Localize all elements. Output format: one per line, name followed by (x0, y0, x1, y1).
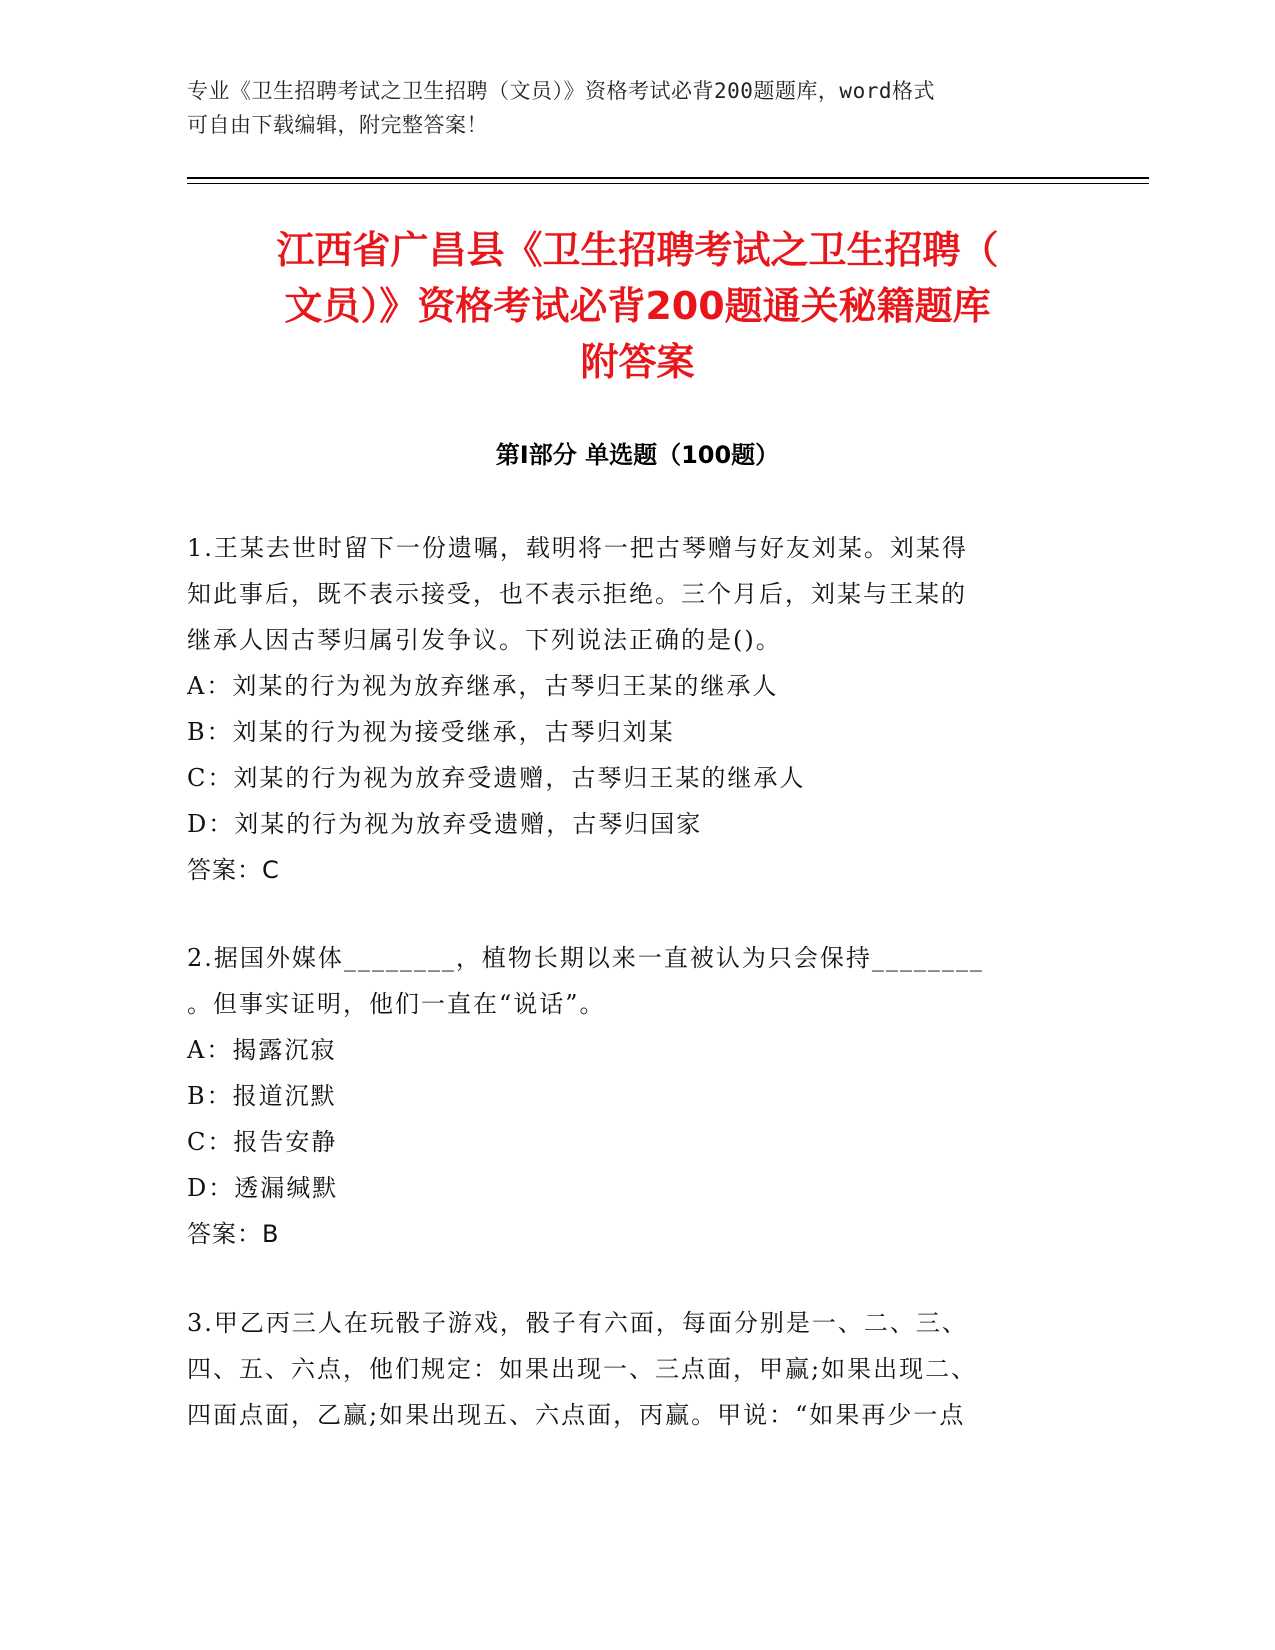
stem-line: 3.甲乙丙三人在玩骰子游戏，骰子有六面，每面分别是一、二、三、 (187, 1309, 968, 1337)
header-note-line: 可自由下载编辑，附完整答案！ (187, 113, 488, 137)
answer: 答案：B (187, 1220, 280, 1248)
stem-line: 四、五、六点，他们规定：如果出现一、三点面，甲赢;如果出现二、 (187, 1355, 978, 1383)
stem-line: 。但事实证明，他们一直在“说话”。 (187, 990, 606, 1018)
stem-line: 继承人因古琴归属引发争议。下列说法正确的是()。 (187, 626, 782, 654)
title-line: 附答案 (580, 340, 695, 384)
option-a: A：揭露沉寂 (187, 1036, 337, 1064)
question-stem (187, 935, 1087, 1027)
stem-line: 知此事后，既不表示接受，也不表示拒绝。三个月后，刘某与王某的 (187, 580, 967, 608)
question-3 (187, 1300, 1087, 1438)
option-c: C：刘某的行为视为放弃受遗赠，古琴归王某的继承人 (187, 764, 806, 792)
header-divider-thick (187, 177, 1149, 179)
header-note-line: 专业《卫生招聘考试之卫生招聘（文员）》资格考试必背200题题库，word格式 (187, 79, 935, 103)
option-b: B：报道沉默 (187, 1082, 337, 1110)
title-line: 文员）》资格考试必背200题通关秘籍题库 (284, 284, 991, 328)
option-b: B：刘某的行为视为接受继承，古琴归刘某 (187, 718, 675, 746)
stem-line: 1.王某去世时留下一份遗嘱，载明将一把古琴赠与好友刘某。刘某得 (187, 534, 968, 562)
question-2 (187, 935, 1087, 1257)
section-heading: 第Ⅰ部分 单选题（100题） (495, 441, 780, 469)
option-a: A：刘某的行为视为放弃继承，古琴归王某的继承人 (187, 672, 779, 700)
question-1 (187, 525, 1087, 893)
stem-line: 四面点面，乙赢;如果出现五、六点面，丙赢。甲说：“如果再少一点 (187, 1401, 966, 1429)
question-stem (187, 525, 1087, 663)
header-divider-thin (187, 183, 1149, 184)
option-d: D：透漏缄默 (187, 1174, 339, 1202)
answer: 答案：C (187, 856, 280, 884)
option-d: D：刘某的行为视为放弃受遗赠，古琴归国家 (187, 810, 703, 838)
option-c: C：报告安静 (187, 1128, 338, 1156)
document-title (170, 222, 1105, 390)
header-note (187, 74, 1067, 142)
title-line: 江西省广昌县《卫生招聘考试之卫生招聘（ (276, 228, 999, 272)
stem-line: 2.据国外媒体________，植物长期以来一直被认为只会保持________ (187, 944, 984, 972)
question-stem (187, 1300, 1087, 1438)
